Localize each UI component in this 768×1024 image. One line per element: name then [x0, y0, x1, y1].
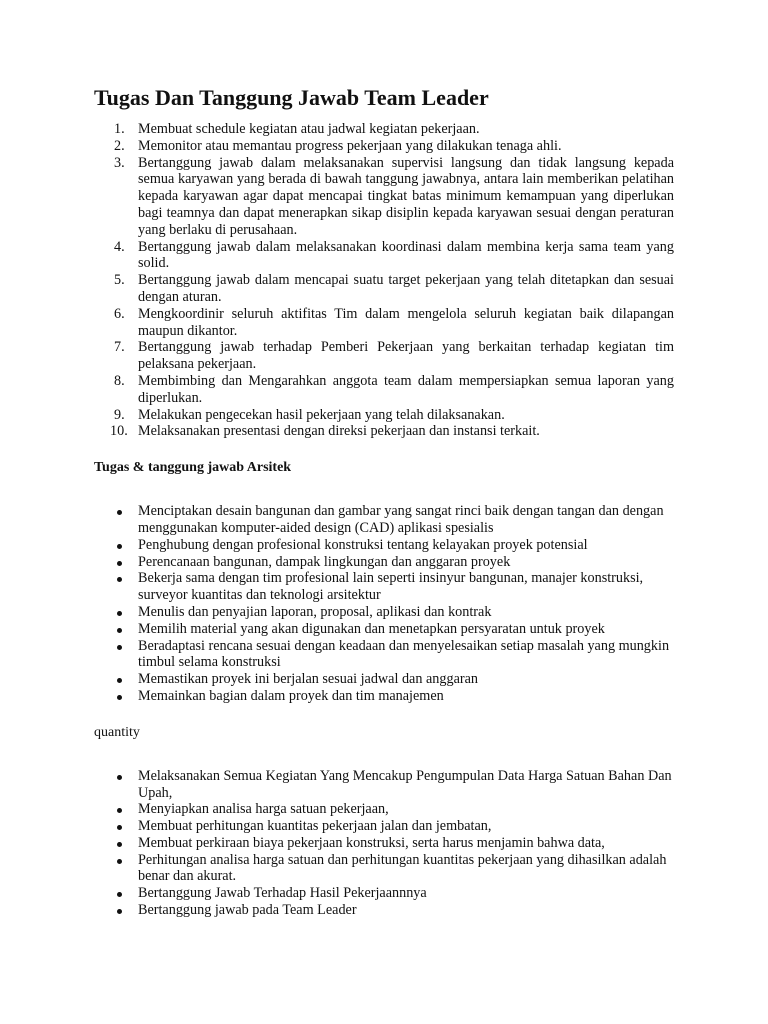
item-number: 2. [114, 137, 125, 154]
list-item [94, 537, 674, 554]
list-item [94, 121, 674, 138]
bullet-icon [117, 859, 122, 864]
item-text: Bekerja sama dengan tim profesional lain seperti insinyur bangunan, manajer konstruksi, surveyor kuantitas dan teknologi arsitektur [138, 570, 644, 604]
item-text: Membimbing dan Mengarahkan anggota team dalam mempersiapkan semua laporan yang diperlukan. [138, 372, 674, 406]
bullet-icon [117, 678, 122, 683]
item-number: 4. [114, 238, 125, 255]
page-title: Tugas Dan Tanggung Jawab Team Leader [94, 85, 489, 110]
item-number: 6. [114, 305, 125, 322]
item-text: Menyiapkan analisa harga satuan pekerjaan, [138, 801, 389, 818]
list-item [94, 801, 674, 818]
item-text: Menciptakan desain bangunan dan gambar yang sangat rinci baik dengan tangan dan dengan menggunakan komputer-aided design (CAD) aplikasi spesialis [138, 503, 664, 536]
bullet-icon [117, 909, 122, 914]
list-item [94, 852, 674, 886]
list-item [94, 902, 674, 919]
item-text: Memastikan proyek ini berjalan sesuai jadwal dan anggaran [138, 671, 478, 688]
item-text: Bertanggung jawab terhadap Pemberi Pekerjaan yang berkaitan terhadap kegiatan tim pelaksana pekerjaan. [138, 339, 674, 373]
item-text: Memilih material yang akan digunakan dan menetapkan persyaratan untuk proyek [138, 620, 605, 637]
item-text: Perencanaan bangunan, dampak lingkungan dan anggaran proyek [138, 553, 511, 570]
item-number: 3. [114, 154, 125, 171]
list-item [94, 621, 674, 638]
item-text: Melaksanakan Semua Kegiatan Yang Mencakup Pengumpulan Data Harga Satuan Bahan Dan Upah, [138, 767, 672, 801]
item-text: Perhitungan analisa harga satuan dan perhitungan kuantitas pekerjaan yang dihasilkan adalah benar dan akurat. [138, 851, 667, 885]
arsitek-list [94, 503, 674, 705]
item-number: 7. [114, 339, 125, 356]
bullet-icon [117, 611, 122, 616]
list-item [94, 768, 674, 802]
bullet-icon [117, 510, 122, 515]
bullet-icon [117, 842, 122, 847]
bullet-icon [117, 775, 122, 780]
list-item [94, 423, 674, 440]
item-text: Penghubung dengan profesional konstruksi tentang kelayakan proyek potensial [138, 536, 588, 553]
item-text: Memonitor atau memantau progress pekerjaan yang dilakukan tenaga ahli. [138, 137, 562, 154]
bullet-icon [117, 825, 122, 830]
list-item [94, 554, 674, 571]
list-item [94, 885, 674, 902]
item-number: 8. [114, 372, 125, 389]
bullet-icon [117, 577, 122, 582]
bullet-icon [117, 628, 122, 633]
item-text: Bertanggung jawab dalam mencapai suatu target pekerjaan yang telah ditetapkan dan sesuai dengan aturan. [138, 272, 674, 305]
list-item [94, 339, 674, 373]
quantity-list [94, 768, 674, 919]
list-item [94, 272, 674, 306]
list-item [94, 239, 674, 273]
team-leader-list [94, 121, 674, 440]
list-item [94, 407, 674, 424]
list-item [94, 835, 674, 852]
item-text: Melakukan pengecekan hasil pekerjaan yang telah dilaksanakan. [138, 406, 505, 423]
list-item [94, 604, 674, 621]
item-text: Menulis dan penyajian laporan, proposal, aplikasi dan kontrak [138, 603, 492, 620]
list-item [94, 155, 674, 239]
item-text: Memainkan bagian dalam proyek dan tim manajemen [138, 687, 444, 704]
item-text: Beradaptasi rencana sesuai dengan keadaan dan menyelesaikan setiap masalah yang mungkin timbul selama konstruksi [138, 637, 670, 671]
item-text: Membuat schedule kegiatan atau jadwal kegiatan pekerjaan. [138, 121, 480, 137]
item-text: Bertanggung jawab dalam melaksanakan supervisi langsung dan tidak langsung kepada semua karyawan yang berada di bawah tanggung jawabnya, antara lain memberikan pelatihan kepada karyawan agar dapat mencapai tingkat batas minimum kemampuan yang diperlukan bagi teamnya dan dapat menerapkan sikap disiplin kepada karyawan sesuai dengan peraturan yang berlaku di perusahaan. [138, 154, 674, 238]
arsitek-heading: Tugas & tanggung jawab Arsitek [94, 460, 292, 476]
item-text: Membuat perkiraan biaya pekerjaan konstruksi, serta harus menjamin bahwa data, [138, 834, 605, 851]
bullet-icon [117, 544, 122, 549]
list-item [94, 638, 674, 672]
item-number: 10. [110, 423, 128, 440]
item-text: Membuat perhitungan kuantitas pekerjaan jalan dan jembatan, [138, 818, 492, 835]
item-text: Melaksanakan presentasi dengan direksi pekerjaan dan instansi terkait. [138, 423, 540, 440]
item-text: Bertanggung jawab dalam melaksanakan koordinasi dalam membina kerja sama team yang solid. [138, 238, 674, 272]
item-number: 9. [114, 406, 125, 423]
list-item [94, 306, 674, 340]
item-number: 5. [114, 272, 125, 289]
list-item [94, 503, 674, 537]
list-item [94, 570, 674, 604]
bullet-icon [117, 695, 122, 700]
item-text: Mengkoordinir seluruh aktifitas Tim dalam mengelola seluruh kegiatan baik dilapangan maupun dikantor. [138, 305, 674, 339]
bullet-icon [117, 808, 122, 813]
bullet-icon [117, 561, 122, 566]
list-item [94, 373, 674, 407]
item-text: Bertanggung jawab pada Team Leader [138, 902, 357, 919]
item-text: Bertanggung Jawab Terhadap Hasil Pekerjaannnya [138, 885, 427, 902]
bullet-icon [117, 645, 122, 650]
list-item [94, 688, 674, 705]
list-item [94, 671, 674, 688]
list-item [94, 818, 674, 835]
item-number: 1. [114, 121, 125, 137]
bullet-icon [117, 892, 122, 897]
list-item [94, 138, 674, 155]
quantity-heading: quantity [94, 724, 140, 740]
